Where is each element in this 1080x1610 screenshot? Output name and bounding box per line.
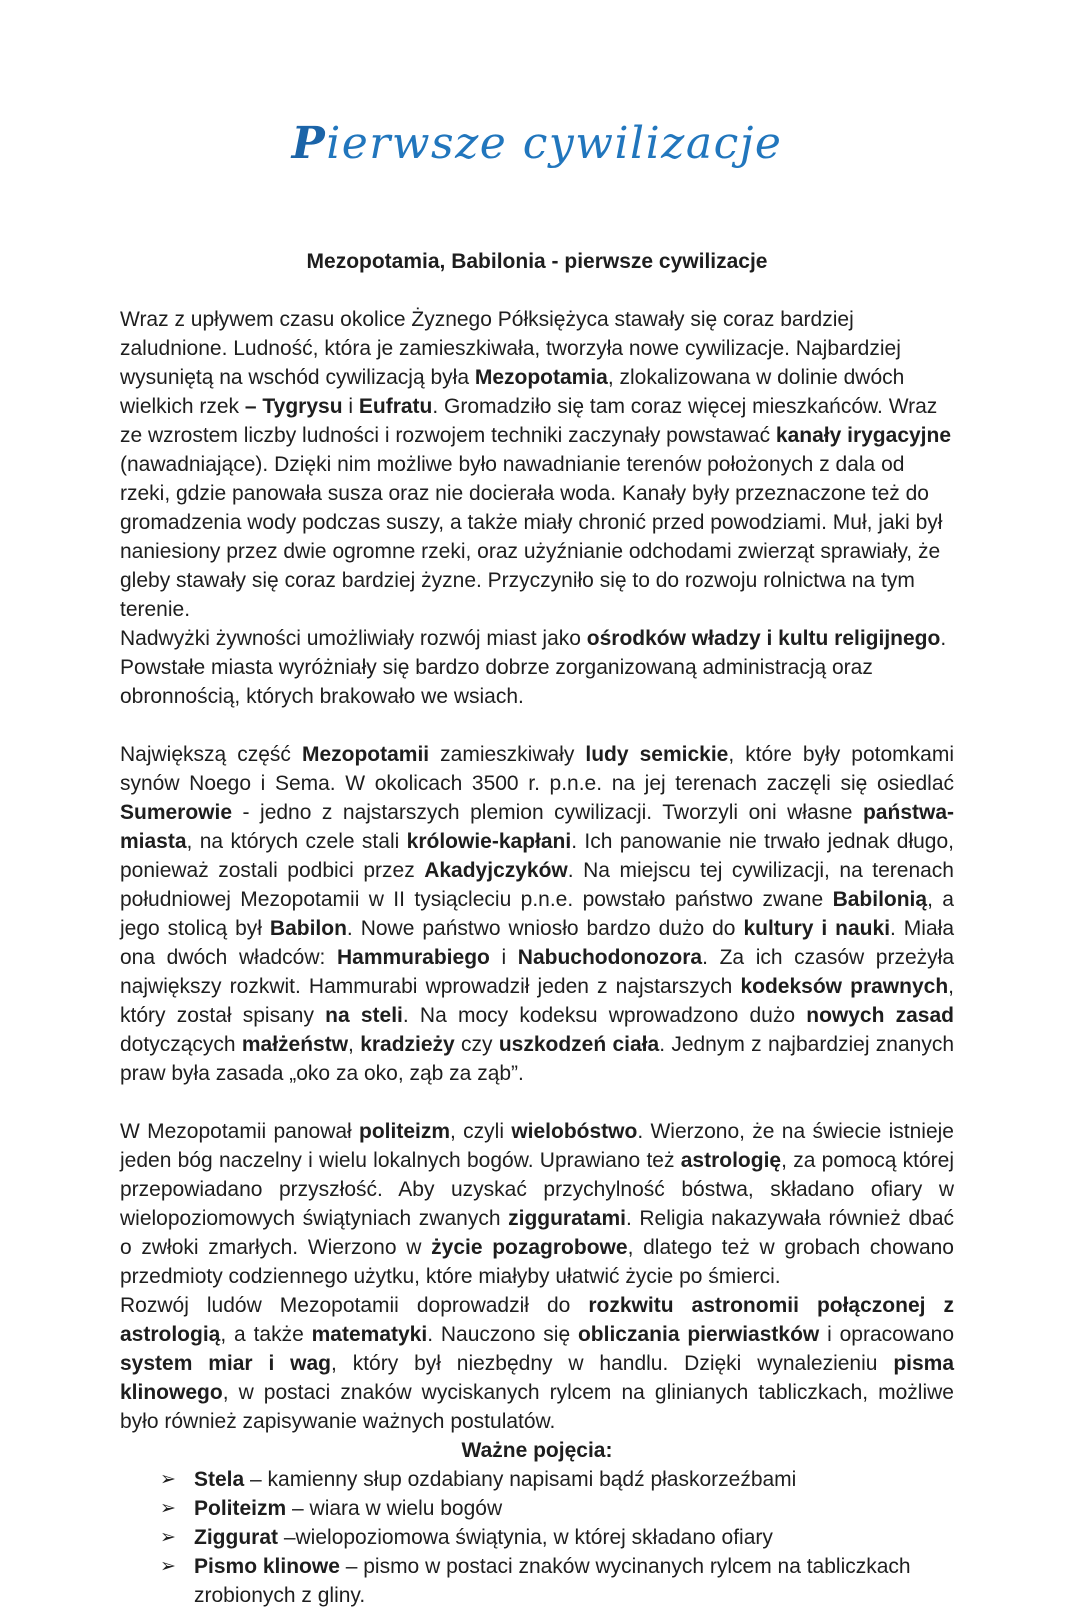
body-text: , który został spisany: [120, 975, 954, 1027]
bold-text: matematyki: [311, 1323, 428, 1346]
bold-text: politeizm: [359, 1120, 451, 1143]
body-text: . Jednym z najbardziej znanych praw była zasada „oko za oko, ząb za ząb”.: [120, 1033, 955, 1085]
bold-text: Eufratu: [358, 395, 433, 418]
body-text: zamieszkiwały: [429, 743, 586, 766]
body-text: . Ich panowanie nie trwało jednak długo, ponieważ zostali podbici przez: [120, 830, 954, 882]
body-text: W Mezopotamii panował: [120, 1120, 360, 1143]
body-text: . Na mocy kodeksu wprowadzono dużo: [402, 1004, 807, 1027]
term-description: – kamienny słup ozdabiany napisami bądź płaskorzeźbami: [244, 1468, 797, 1491]
body-text: , czyli: [450, 1120, 512, 1143]
bold-text: nowych zasad: [806, 1004, 954, 1027]
term-item: [160, 1465, 954, 1494]
bold-text: obliczania pierwiastków: [577, 1323, 820, 1346]
term-label: Ziggurat: [194, 1526, 278, 1549]
body-text: Wraz z upływem czasu okolice Żyznego Półksiężyca stawały się coraz bardziej zaludnione. Ludność, która je zamieszkiwała, tworzyła nowe cywilizacje. Najbardziej wysuniętą na wschód cywilizacją była: [120, 308, 901, 389]
body-text: Największą część: [120, 743, 302, 766]
body-text: . Powstałe miasta wyróżniały się bardzo dobrze zorganizowaną administracją oraz obronnością, których brakowało we wsiach.: [120, 627, 947, 708]
terms-heading: Ważne pojęcia:: [461, 1439, 613, 1462]
body-text: , które były potomkami synów Noego i Sema. W okolicach 3500 r. p.n.e. na jej terenach zaczęli się osiedlać: [120, 743, 954, 795]
bold-text: kultury i nauki: [743, 917, 891, 940]
arrow-bullet-icon: ➢: [160, 1498, 176, 1519]
body-text: (nawadniające). Dzięki nim możliwe było nawadnianie terenów położonych z dala od rzeki, gdzie panowała susza oraz nie docierała woda. Kanały były przeznaczone też do gromadzenia wody podczas suszy, a także miały chronić przed powodziami. Muł, jaki był naniesiony przez dwie ogromne rzeki, oraz użyźnianie odchodami zwierząt sprawiały, że gleby stawały się coraz bardziej żyzne. Przyczyniło się to do rozwoju rolnictwa na tym terenie.: [120, 453, 943, 621]
body-text: , dlatego też w grobach chowano przedmioty codziennego użytku, które miałyby ułatwić życie po śmierci.: [120, 1236, 954, 1288]
body-text: , a także: [220, 1323, 312, 1346]
bold-text: Sumerowie: [120, 801, 233, 824]
body-text: , a jego stolicą był: [120, 888, 954, 940]
bold-text: małżeństw: [241, 1033, 349, 1056]
body-text: czy: [454, 1033, 499, 1056]
body-text: , zlokalizowana w dolinie dwóch wielkich rzek: [120, 366, 905, 418]
body-text: , na których czele stali: [186, 830, 407, 853]
body-text: i: [489, 946, 518, 969]
terms-list: [120, 1465, 954, 1610]
bold-text: system miar i wag: [120, 1352, 332, 1375]
title-rest: ierwsze cywilizacje: [326, 118, 783, 169]
paragraph: [120, 740, 954, 1088]
paragraph: [120, 1117, 954, 1436]
body-text: Rozwój ludów Mezopotamii doprowadził do: [120, 1294, 589, 1317]
bold-text: zigguratami: [508, 1207, 626, 1230]
body-text: ,: [348, 1033, 361, 1056]
body-text: , który był niezbędny w handlu. Dzięki wynalezieniu: [331, 1352, 894, 1375]
bold-text: kodeksów prawnych: [740, 975, 949, 998]
term-label: Pismo klinowe: [194, 1555, 340, 1578]
bold-text: wielobóstwo: [511, 1120, 638, 1143]
bold-text: Akadyjczyków: [424, 859, 568, 882]
body-text: . Miała ona dwóch władców:: [120, 917, 954, 969]
arrow-bullet-icon: ➢: [160, 1469, 176, 1490]
body-text: . Na miejscu tej cywilizacji, na terenach południowej Mezopotamii w II tysiącleciu p.n.e. powstało państwo zwane: [120, 859, 954, 911]
bold-text: państwa-miasta: [120, 801, 954, 853]
body-text: , za pomocą której przepowiadano przyszłość. Aby uzyskać przychylność bóstwa, składano ofiary w wielopoziomowych świątyniach zwanych: [120, 1149, 954, 1230]
term-item: [160, 1552, 954, 1610]
bold-text: kradzieży: [360, 1033, 455, 1056]
body-text: i opracowano: [819, 1323, 955, 1346]
page-title: [120, 118, 954, 169]
bold-text: na steli: [325, 1004, 403, 1027]
term-label: Stela: [194, 1468, 245, 1491]
body-text: - jedno z najstarszych plemion cywilizacji. Tworzyli oni własne: [232, 801, 863, 824]
bold-text: ludy semickie: [585, 743, 729, 766]
body-text: dotyczących: [120, 1033, 242, 1056]
bold-text: królowie-kapłani: [406, 830, 572, 853]
arrow-bullet-icon: ➢: [160, 1556, 176, 1577]
paragraph: [120, 305, 954, 711]
bold-text: rozkwitu astronomii połączonej z astrologią: [120, 1294, 954, 1346]
bold-text: Babilonią: [832, 888, 928, 911]
bold-text: uszkodzeń ciała: [498, 1033, 660, 1056]
term-description: –wielopoziomowa świątynia, w której składano ofiary: [278, 1526, 773, 1549]
body-text: . Religia nakazywała również dbać o zwłoki zmarłych. Wierzono w: [120, 1207, 954, 1259]
term-item: [160, 1494, 954, 1523]
bold-text: ośrodków władzy i kultu religijnego: [586, 627, 941, 650]
body-text: Nadwyżki żywności umożliwiały rozwój miast jako: [120, 627, 587, 650]
bold-text: astrologię: [680, 1149, 782, 1172]
term-description: – wiara w wielu bogów: [286, 1497, 503, 1520]
body-text: . Nowe państwo wniosło bardzo dużo do: [346, 917, 744, 940]
arrow-bullet-icon: ➢: [160, 1527, 176, 1548]
bold-text: Mezopotamii: [301, 743, 430, 766]
paragraphs: [120, 305, 954, 1436]
bold-text: kanały irygacyjne: [775, 424, 952, 447]
body-text: . Wierzono, że na świecie istnieje jeden bóg naczelny i wielu lokalnych bogów. Uprawiano też: [120, 1120, 954, 1172]
term-item: [160, 1523, 954, 1552]
body-text: i: [342, 395, 359, 418]
bold-text: – Tygrysu: [244, 395, 343, 418]
section-heading: Mezopotamia, Babilonia - pierwsze cywilizacje: [306, 250, 768, 273]
bold-text: pisma klinowego: [120, 1352, 955, 1404]
body-text: , w postaci znaków wyciskanych rylcem na glinianych tabliczkach, możliwe było również zapisywanie ważnych postulatów.: [120, 1381, 954, 1433]
bold-text: Nabuchodonozora: [517, 946, 703, 969]
body-text: . Gromadziło się tam coraz więcej mieszkańców. Wraz ze wzrostem liczby ludności i rozwojem techniki zaczynały powstawać: [120, 395, 938, 447]
bold-text: Hammurabiego: [336, 946, 490, 969]
bold-text: Babilon: [269, 917, 347, 940]
bold-text: Mezopotamia: [474, 366, 608, 389]
body-text: . Nauczono się: [427, 1323, 578, 1346]
title-initial: P: [291, 118, 327, 169]
body-text: . Za ich czasów przeżyła największy rozkwit. Hammurabi wprowadził jeden z najstarszych: [120, 946, 954, 998]
term-description: – pismo w postaci znaków wycinanych rylcem na tabliczkach zrobionych z gliny.: [194, 1555, 911, 1607]
bold-text: życie pozagrobowe: [431, 1236, 628, 1259]
term-label: Politeizm: [194, 1497, 287, 1520]
